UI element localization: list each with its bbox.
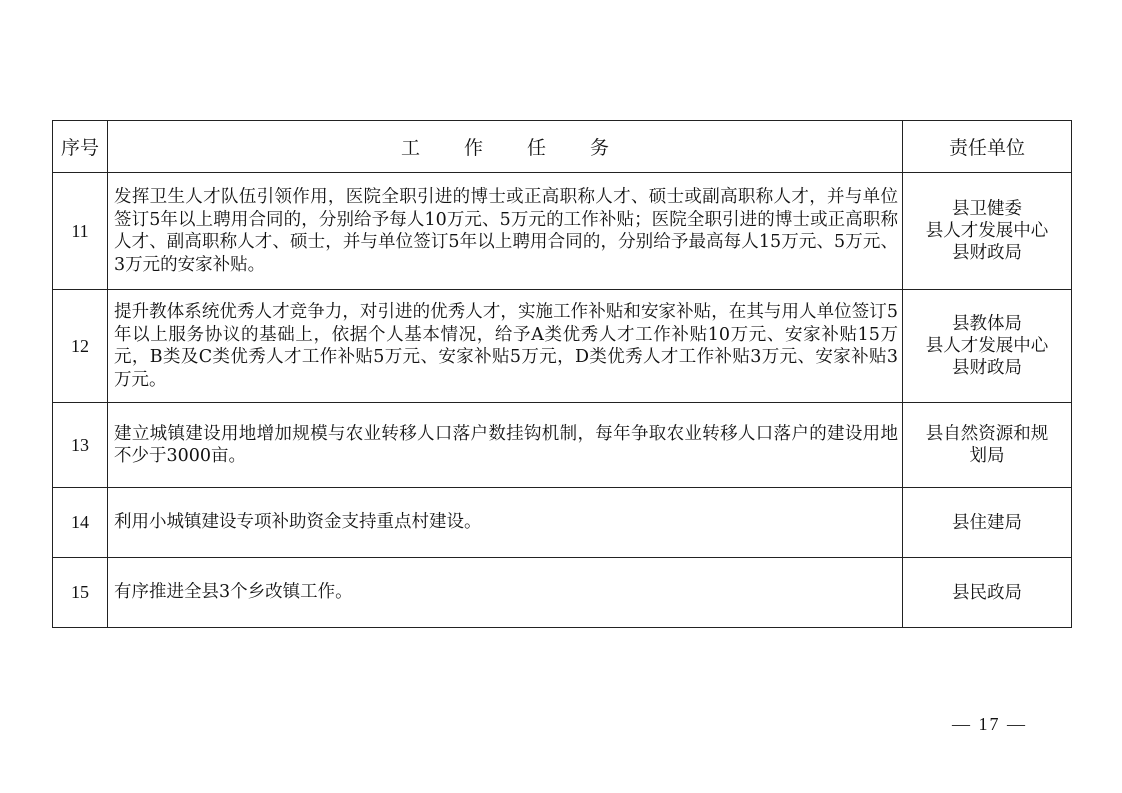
table-row (53, 173, 1072, 290)
header-responsible-unit: 责任单位 (903, 121, 1072, 173)
responsible-unit: 县教体局 (952, 314, 1022, 334)
row-responsible-units (903, 488, 1072, 558)
responsible-unit: 县人才发展中心 (925, 221, 1049, 241)
header-task-char: 作 (463, 137, 483, 159)
header-serial-number: 序号 (53, 121, 108, 173)
header-task (108, 121, 903, 173)
header-task-char: 务 (590, 137, 610, 159)
header-task-char: 任 (527, 137, 547, 159)
responsible-unit: 县人才发展中心 (925, 336, 1049, 356)
responsible-unit: 县住建局 (952, 512, 1022, 533)
row-serial-number: 15 (53, 558, 108, 628)
row-task-text: 利用小城镇建设专项补助资金支持重点村建设。 (108, 488, 903, 558)
responsible-unit: 划局 (969, 446, 1005, 466)
row-serial-number: 11 (53, 173, 108, 290)
table-row (53, 558, 1072, 628)
row-task-text: 发挥卫生人才队伍引领作用，医院全职引进的博士或正高职称人才、硕士或副高职称人才，并与单位签订5年以上聘用合同的，分别给予每人10万元、5万元的工作补贴；医院全职引进的博士或正高职称人才、副高职称人才、硕士，并与单位签订5年以上聘用合同的，分别给予最高每人15万元、5万元、3万元的安家补贴。 (108, 173, 903, 290)
table-row (53, 290, 1072, 403)
row-responsible-units (903, 290, 1072, 403)
responsible-unit: 县自然资源和规 (925, 424, 1049, 444)
task-table (52, 120, 1072, 628)
row-serial-number: 14 (53, 488, 108, 558)
header-task-char: 工 (400, 137, 420, 159)
row-task-text: 有序推进全县3个乡改镇工作。 (108, 558, 903, 628)
row-task-text: 建立城镇建设用地增加规模与农业转移人口落户数挂钩机制，每年争取农业转移人口落户的建设用地不少于3000亩。 (108, 403, 903, 488)
row-task-text: 提升教体系统优秀人才竞争力，对引进的优秀人才，实施工作补贴和安家补贴，在其与用人单位签订5年以上服务协议的基础上，依据个人基本情况，给予A类优秀人才工作补贴10万元、安家补贴15万元，B类及C类优秀人才工作补贴5万元、安家补贴5万元，D类优秀人才工作补贴3万元、安家补贴3万元。 (108, 290, 903, 403)
table-row (53, 403, 1072, 488)
responsible-unit: 县卫健委 (952, 199, 1022, 219)
table-header-row (53, 121, 1072, 173)
row-responsible-units (903, 403, 1072, 488)
row-responsible-units (903, 173, 1072, 290)
responsible-unit: 县财政局 (952, 243, 1022, 263)
page-number: — 17 — (952, 714, 1027, 734)
table-row (53, 488, 1072, 558)
row-serial-number: 13 (53, 403, 108, 488)
responsible-unit: 县财政局 (952, 358, 1022, 378)
row-responsible-units (903, 558, 1072, 628)
responsible-unit: 县民政局 (952, 582, 1022, 603)
row-serial-number: 12 (53, 290, 108, 403)
